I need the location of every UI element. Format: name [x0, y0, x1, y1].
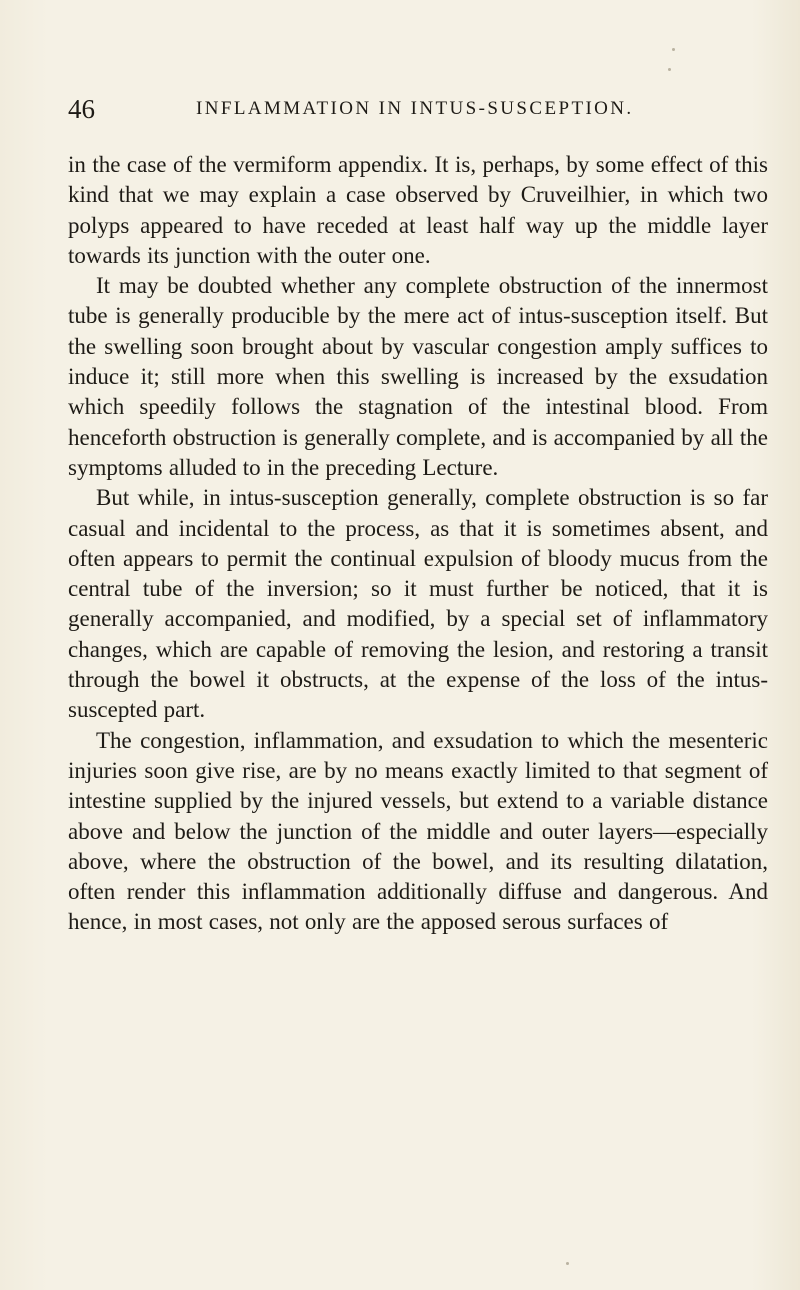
paper-speck [672, 48, 675, 51]
paragraph-3: But while, in intus-susception generally, complete obstruction is so far casual and incidental to the process, as that it is sometimes absent, and often appears to permit the continual expulsion of bloody mucus from the central tube of the inversion; so it must further be noticed, that it is generally accompanied, and modified, by a special set of inflammatory changes, which are capable of removing the lesion, and restoring a transit through the bowel it obstructs, at the expense of the loss of the intus-suscepted part. [68, 485, 768, 723]
running-head: INFLAMMATION IN INTUS-SUSCEPTION. [196, 98, 634, 119]
page-number: 46 [68, 94, 95, 124]
paragraph-1: in the case of the vermiform appendix. It is, perhaps, by some effect of this kind that we may explain a case observed by Cruveilhier, in which two polyps appeared to have receded at least half way up the middle layer towards its junction with the outer one. [68, 152, 768, 268]
paper-speck [668, 68, 671, 71]
paper-speck [566, 1262, 569, 1265]
page-header [68, 92, 758, 126]
paragraph-2: It may be doubted whether any complete obstruction of the innermost tube is generally producible by the mere act of intus-susception itself. But the swelling soon brought about by vascular congestion amply suffices to induce it; still more when this swelling is increased by the exsudation which speedily follows the stagnation of the intestinal blood. From henceforth obstruction is generally complete, and is accompanied by all the symptoms alluded to in the preceding Lecture. [68, 273, 768, 480]
paragraph-4: The congestion, inflammation, and exsudation to which the mesenteric injuries soon give rise, are by no means exactly limited to that segment of intestine supplied by the injured vessels, but extend to a variable distance above and below the junction of the middle and outer layers—especially above, where the obstruction of the bowel, and its resulting dilatation, often render this inflammation additionally diffuse and dangerous. And hence, in most cases, not only are the apposed serous surfaces of [68, 727, 768, 935]
body-text [68, 150, 768, 938]
